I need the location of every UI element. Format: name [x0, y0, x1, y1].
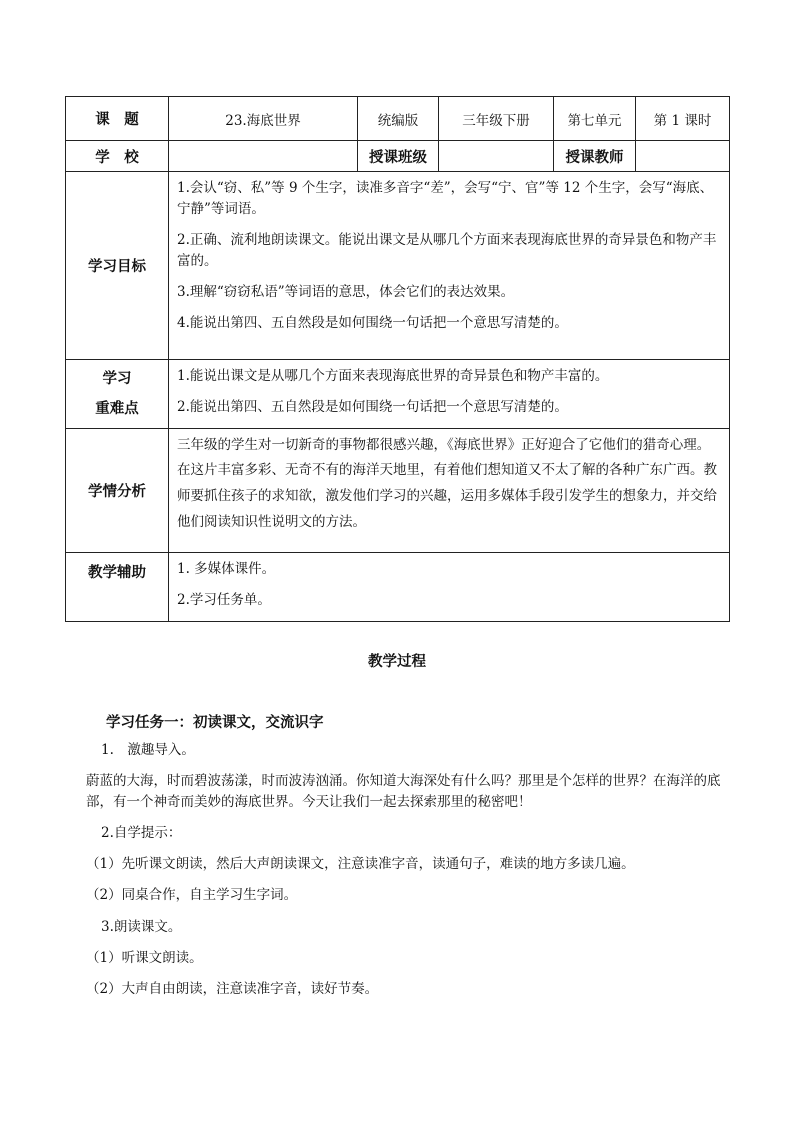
process-line: 2.自学提示：	[101, 824, 182, 841]
school-label: 学 校	[66, 141, 169, 172]
objectives-list	[169, 172, 730, 360]
teacher-value	[636, 141, 730, 172]
objectives-label: 学习目标	[66, 172, 169, 360]
topic-label: 课 题	[66, 97, 169, 141]
aids-list	[169, 552, 730, 621]
process-line: （2）同桌合作，自主学习生字词。	[86, 887, 298, 904]
process-title: 教学过程	[368, 654, 426, 670]
objective-item: 2.正确、流利地朗读课文。能说出课文是从哪几个方面来表现海底世界的奇异景色和物产丰富的。	[177, 231, 717, 269]
aids-row	[66, 552, 730, 621]
lesson-title: 23.海底世界	[169, 97, 358, 141]
key-points-list	[169, 360, 730, 429]
edition-cell: 统编版	[358, 97, 439, 141]
key-points-label	[66, 360, 169, 429]
aid-item: 1. 多媒体课件。	[177, 560, 276, 577]
analysis-row	[66, 428, 730, 552]
teacher-label: 授课教师	[554, 141, 636, 172]
lesson-number-cell: 第 1 课时	[636, 97, 730, 141]
aids-label: 教学辅助	[66, 552, 169, 621]
key-points-label-line2: 重难点	[95, 400, 139, 417]
school-row	[66, 141, 730, 172]
objectives-row	[66, 172, 730, 360]
analysis-label: 学情分析	[66, 428, 169, 552]
unit-cell: 第七单元	[554, 97, 636, 141]
process-line: 3.朗读课文。	[101, 918, 182, 935]
objective-item: 4.能说出第四、五自然段是如何围绕一句话把一个意思写清楚的。	[177, 314, 568, 331]
process-body	[86, 740, 730, 1010]
task1-title: 学习任务一：初读课文，交流识字	[106, 715, 324, 731]
class-label: 授课班级	[358, 141, 439, 172]
grade-cell: 三年级下册	[439, 97, 554, 141]
school-value	[169, 141, 358, 172]
process-paragraph: 蔚蓝的大海，时而碧波荡漾，时而波涛汹涌。你知道大海深处有什么吗？那里是个怎样的世界？在海洋的底部，有一个神奇而美妙的海底世界。今天让我们一起去探索那里的秘密吧！	[86, 773, 721, 810]
lesson-plan-table	[65, 96, 730, 622]
process-line: （2）大声自由朗读，注意读准字音，读好节奏。	[86, 981, 379, 997]
header-row	[66, 97, 730, 141]
objective-item: 1.会认“窃、私”等 9 个生字，读准多音字“差”，会写“宁、官”等 12 个生字，会写“海底、宁静”等词语。	[177, 180, 714, 217]
class-value	[439, 141, 554, 172]
key-point-item: 2.能说出第四、五自然段是如何围绕一句话把一个意思写清楚的。	[177, 398, 568, 415]
aid-item: 2.学习任务单。	[177, 591, 271, 608]
objective-item: 3.理解“窃窃私语”等词语的意思，体会它们的表达效果。	[177, 283, 515, 300]
key-point-item: 1.能说出课文是从哪几个方面来表现海底世界的奇异景色和物产丰富的。	[177, 368, 609, 384]
process-line: （1）听课文朗读。	[86, 949, 203, 966]
analysis-text: 三年级的学生对一切新奇的事物都很感兴趣，《海底世界》正好迎合了它他们的猎奇心理。在这片丰富多彩、无奇不有的海洋天地里，有着他们想知道又不太了解的各种广东广西。教师要抓住孩子的求知欲，激发他们学习的兴趣，运用多媒体手段引发学生的想象力，并交给他们阅读知识性说明文的方法。	[169, 428, 730, 552]
key-points-label-line1: 学习	[102, 370, 132, 387]
key-points-row	[66, 360, 730, 429]
process-line: 1. 激趣导入。	[101, 742, 195, 758]
process-line: （1）先听课文朗读，然后大声朗读课文，注意读准字音，读通句子，难读的地方多读几遍。	[86, 856, 635, 872]
